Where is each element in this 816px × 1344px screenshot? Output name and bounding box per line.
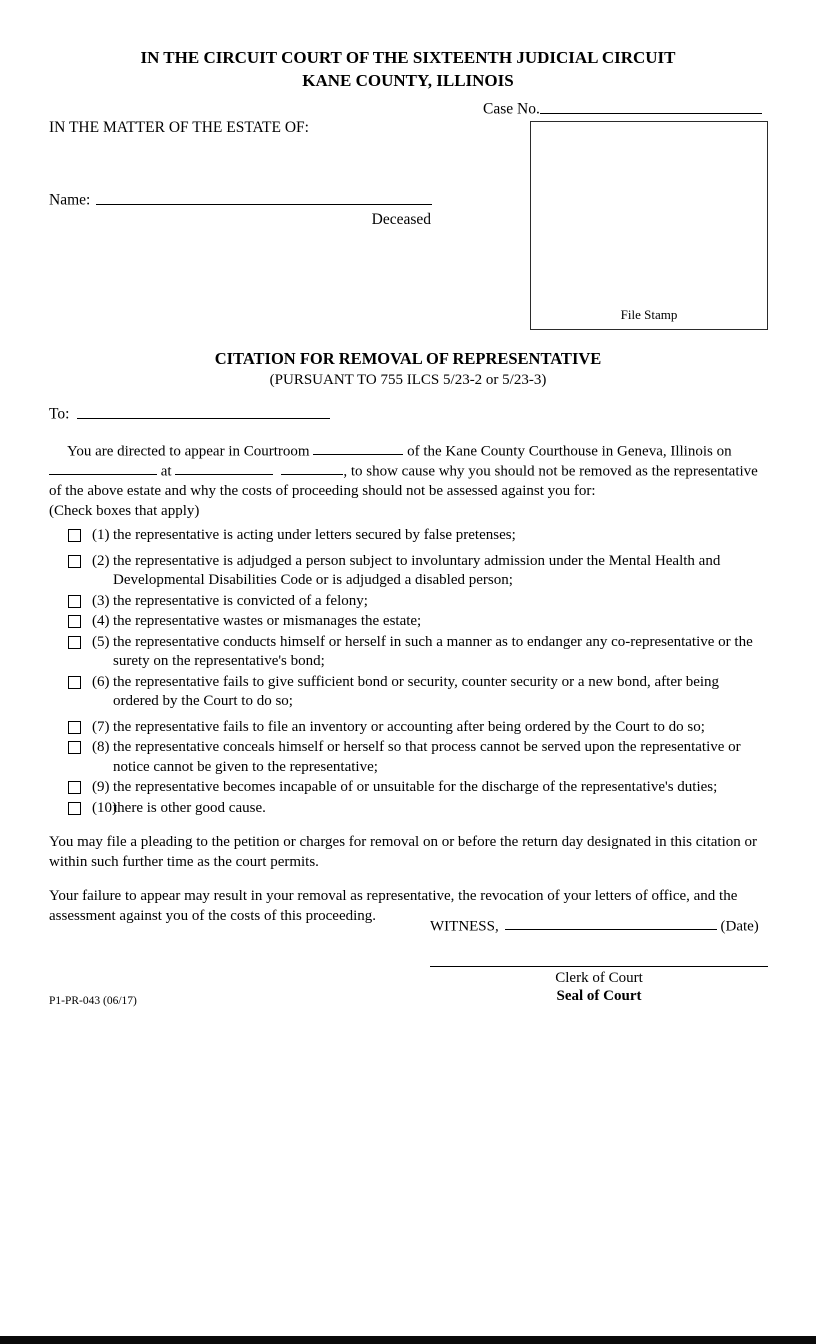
case-number-row (483, 99, 762, 119)
appear-text-3: at (157, 463, 176, 480)
to-label: To: (49, 405, 70, 423)
checkbox-2[interactable] (68, 555, 81, 568)
removal-reasons-checklist (49, 526, 768, 818)
appear-text-4: , to show cause why you should not be removed as the representative of the above estate and why the costs of proceeding should not be assessed against you for: (49, 463, 758, 500)
item-number: (5) (92, 633, 110, 650)
document-subtitle: (PURSUANT TO 755 ILCS 5/23-2 or 5/23-3) (269, 372, 547, 388)
check-item-4 (68, 612, 768, 632)
item-text: the representative wastes or mismanages the estate; (113, 613, 422, 630)
item-text: the representative conceals himself or herself so that process cannot be served upon the representative or notice cannot be given to the representative; (113, 739, 741, 775)
check-item-5 (68, 633, 768, 672)
seal-of-court-label: Seal of Court (556, 988, 642, 1004)
witness-label: WITNESS, (430, 918, 499, 935)
checkbox-6[interactable] (68, 676, 81, 689)
checkbox-8[interactable] (68, 741, 81, 754)
deceased-label: Deceased (371, 210, 431, 228)
check-boxes-note: (Check boxes that apply) (49, 503, 200, 520)
checkbox-4[interactable] (68, 615, 81, 628)
appear-paragraph (49, 441, 768, 502)
ampm-input[interactable] (281, 461, 343, 475)
name-row (49, 190, 433, 229)
checkbox-1[interactable] (68, 529, 81, 542)
checkbox-10[interactable] (68, 802, 81, 815)
name-input[interactable] (96, 190, 432, 205)
court-title-line1: IN THE CIRCUIT COURT OF THE SIXTEENTH JUDICIAL CIRCUIT (140, 48, 676, 67)
appear-text-1: You are directed to appear in Courtroom (67, 442, 310, 459)
failure-to-appear-paragraph: Your failure to appear may result in your removal as representative, the revocation of your letters of office, and the assessment against you of the costs of this proceeding. (49, 888, 738, 925)
form-body (49, 404, 768, 926)
appear-text-2: of the Kane County Courthouse in Geneva, Illinois on (403, 442, 732, 459)
item-number: (8) (92, 739, 110, 756)
clerk-signature-block (430, 966, 768, 1005)
checkbox-9[interactable] (68, 781, 81, 794)
matter-of-estate-label: IN THE MATTER OF THE ESTATE OF: (49, 119, 309, 136)
clerk-of-court-label: Clerk of Court (555, 970, 643, 986)
name-label: Name: (49, 191, 91, 209)
item-number: (2) (92, 552, 110, 569)
check-item-7 (68, 718, 768, 738)
item-text: the representative becomes incapable of or unsuitable for the discharge of the representative's duties; (113, 779, 718, 796)
checkbox-7[interactable] (68, 721, 81, 734)
item-text: the representative is acting under letters secured by false pretenses; (113, 527, 516, 544)
item-number: (7) (92, 718, 110, 735)
check-item-3 (68, 592, 768, 612)
item-number: (4) (92, 613, 110, 630)
item-text: the representative fails to file an inventory or accounting after being ordered by the Court to do so; (113, 718, 705, 735)
file-stamp-box (530, 121, 768, 330)
check-item-8 (68, 738, 768, 777)
file-stamp-label: File Stamp (620, 307, 678, 322)
document-title: CITATION FOR REMOVAL OF REPRESENTATIVE (214, 349, 602, 368)
case-no-label: Case No. (483, 100, 540, 118)
check-item-1 (68, 526, 768, 546)
item-number: (3) (92, 592, 110, 609)
checkbox-3[interactable] (68, 595, 81, 608)
court-header (0, 46, 816, 92)
item-text: the representative is convicted of a felony; (113, 592, 368, 609)
to-row (49, 404, 768, 425)
item-text: the representative conducts himself or herself in such a manner as to endanger any co-representative or the surety on the representative's bond; (113, 633, 753, 670)
check-item-9 (68, 778, 768, 798)
checkbox-5[interactable] (68, 636, 81, 649)
item-number: (1) (92, 527, 110, 544)
check-item-10 (68, 799, 768, 819)
time-input[interactable] (175, 461, 273, 475)
case-no-input[interactable] (540, 99, 762, 114)
item-text: the representative is adjudged a person subject to involuntary admission under the Mental Health and Developmental Disabilities Code or is adjudged a disabled person; (113, 552, 721, 589)
item-number: (6) (92, 673, 110, 690)
item-text: there is other good cause. (113, 799, 266, 816)
item-number: (10) (92, 799, 117, 816)
to-input[interactable] (77, 404, 330, 419)
document-title-block (0, 349, 816, 389)
pleading-paragraph: You may file a pleading to the petition or charges for removal on or before the return day designated in this citation or within such further time as the court permits. (49, 834, 758, 871)
witness-row (430, 916, 770, 935)
date-label: (Date) (720, 918, 759, 935)
court-title-line2: KANE COUNTY, ILLINOIS (302, 71, 514, 90)
check-item-6 (68, 673, 768, 712)
check-item-2 (68, 552, 768, 591)
witness-date-input[interactable] (505, 916, 717, 930)
item-number: (9) (92, 779, 110, 796)
form-number: P1-PR-043 (06/17) (49, 995, 137, 1007)
page-bottom-edge (0, 1336, 816, 1344)
item-text: the representative fails to give sufficient bond or security, counter security or a new bond, after being ordered by the Court to do so; (113, 673, 720, 710)
date-input[interactable] (49, 461, 157, 475)
courtroom-input[interactable] (313, 441, 403, 455)
